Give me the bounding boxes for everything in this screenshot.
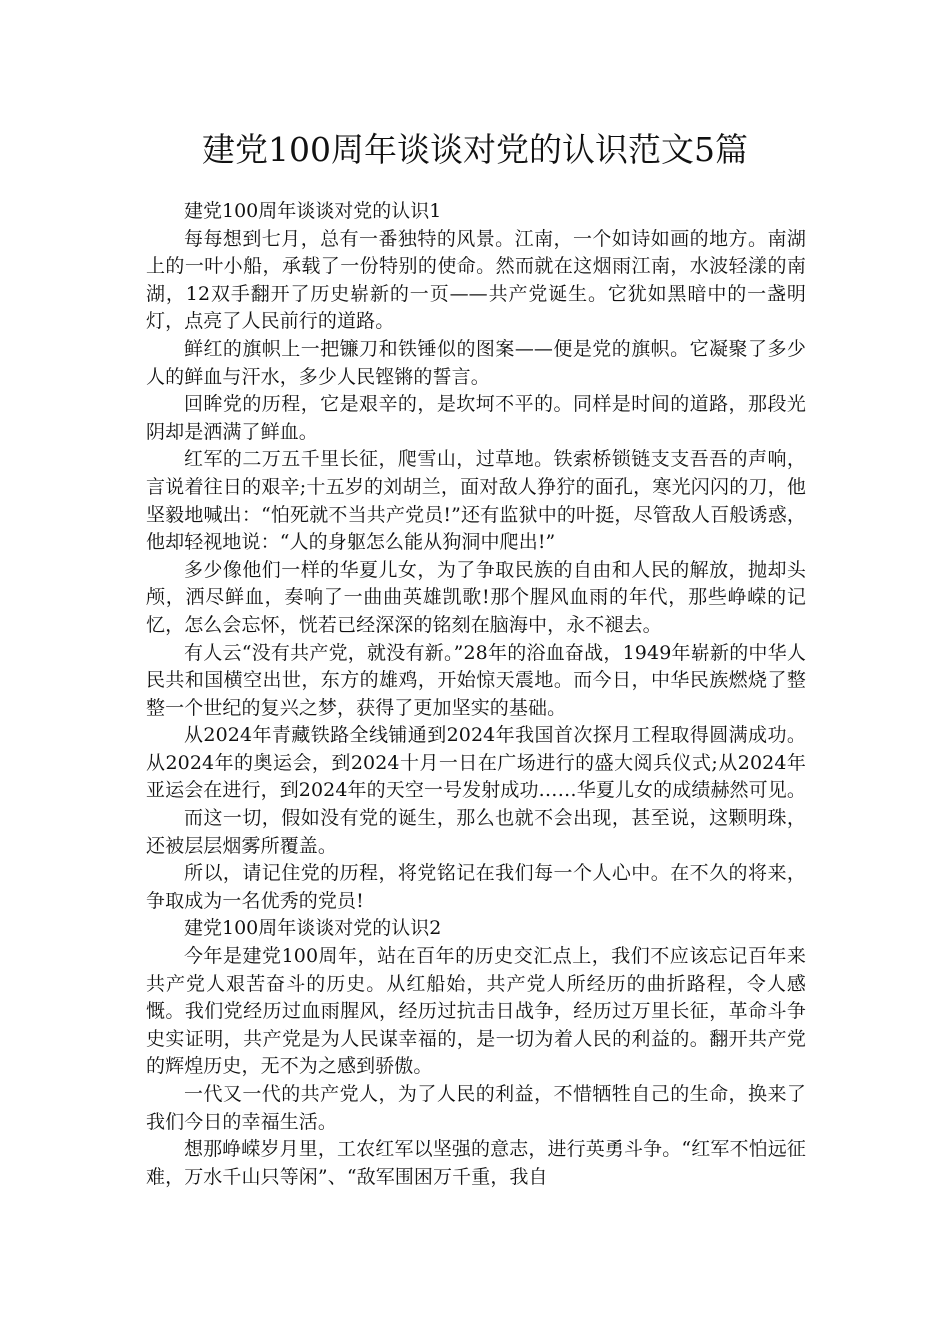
- body-paragraph: 鲜红的旗帜上一把镰刀和铁锤似的图案——便是党的旗帜。它凝聚了多少人的鲜血与汗水，多少人民铿锵的誓言。: [146, 337, 806, 388]
- document-title: 建党100周年谈谈对党的认识范文5篇: [202, 130, 748, 169]
- body-paragraph: 多少像他们一样的华夏儿女，为了争取民族的自由和人民的解放，抛却头颅，洒尽鲜血，奏响了一曲曲英雄凯歌!那个腥风血雨的年代，那些峥嵘的记忆，怎么会忘怀，恍若已经深深的铭刻在脑海中，永不褪去。: [146, 558, 806, 636]
- body-paragraph: 一代又一代的共产党人，为了人民的利益，不惜牺牲自己的生命，换来了我们今日的幸福生活。: [146, 1083, 806, 1133]
- body-paragraph: 而这一切，假如没有党的诞生，那么也就不会出现，甚至说，这颗明珠，还被层层烟雾所覆盖。: [146, 807, 806, 857]
- body-paragraph: 有人云“没有共产党，就没有新。”28年的浴血奋战，1949年崭新的中华人民共和国横空出世，东方的雄鸡，开始惊天震地。而今日，中华民族燃烧了整整一个世纪的复兴之梦，获得了更加坚实的基础。: [146, 641, 806, 719]
- body-paragraph: 从2024年青藏铁路全线铺通到2024年我国首次探月工程取得圆满成功。从2024年的奥运会，到2024十月一日在广场进行的盛大阅兵仪式;从2024年亚运会在进行，到2024年的天空一号发射成功……华夏儿女的成绩赫然可见。: [146, 724, 806, 802]
- body-paragraph: 红军的二万五千里长征，爬雪山，过草地。铁索桥锁链支支吾吾的声响，言说着往日的艰辛;十五岁的刘胡兰，面对敌人狰狞的面孔，寒光闪闪的刀，他坚毅地喊出：“怕死就不当共产党员!”还有监狱中的叶挺，尽管敌人百般诱惑，他却轻视地说：“人的身躯怎么能从狗洞中爬出!”: [146, 448, 806, 554]
- body-paragraph: 想那峥嵘岁月里，工农红军以坚强的意志，进行英勇斗争。“红军不怕远征难，万水千山只等闲”、“敌军围困万千重，我自: [146, 1138, 806, 1188]
- document-body: [146, 198, 806, 1191]
- body-paragraph: 回眸党的历程，它是艰辛的，是坎坷不平的。同样是时间的道路，那段光阴却是洒满了鲜血。: [146, 393, 806, 443]
- body-paragraph: 每每想到七月，总有一番独特的风景。江南，一个如诗如画的地方。南湖上的一叶小船，承载了一份特别的使命。然而就在这烟雨江南，水波轻漾的南湖，12双手翻开了历史崭新的一页——共产党诞生。它犹如黑暗中的一盏明灯，点亮了人民前行的道路。: [146, 227, 806, 333]
- section-heading: 建党100周年谈谈对党的认识1: [184, 200, 442, 222]
- body-paragraph: 所以，请记住党的历程，将党铭记在我们每一个人心中。在不久的将来，争取成为一名优秀的党员!: [146, 862, 806, 912]
- section-heading: 建党100周年谈谈对党的认识2: [184, 917, 442, 940]
- body-paragraph: 今年是建党100周年，站在百年的历史交汇点上，我们不应该忘记百年来共产党人艰苦奋斗的历史。从红船始，共产党人所经历的曲折路程，令人感慨。我们党经历过血雨腥风，经历过抗击日战争，经历过万里长征，革命斗争史实证明，共产党是为人民谋幸福的，是一切为着人民的利益的。翻开共产党的辉煌历史，无不为之感到骄傲。: [146, 945, 806, 1078]
